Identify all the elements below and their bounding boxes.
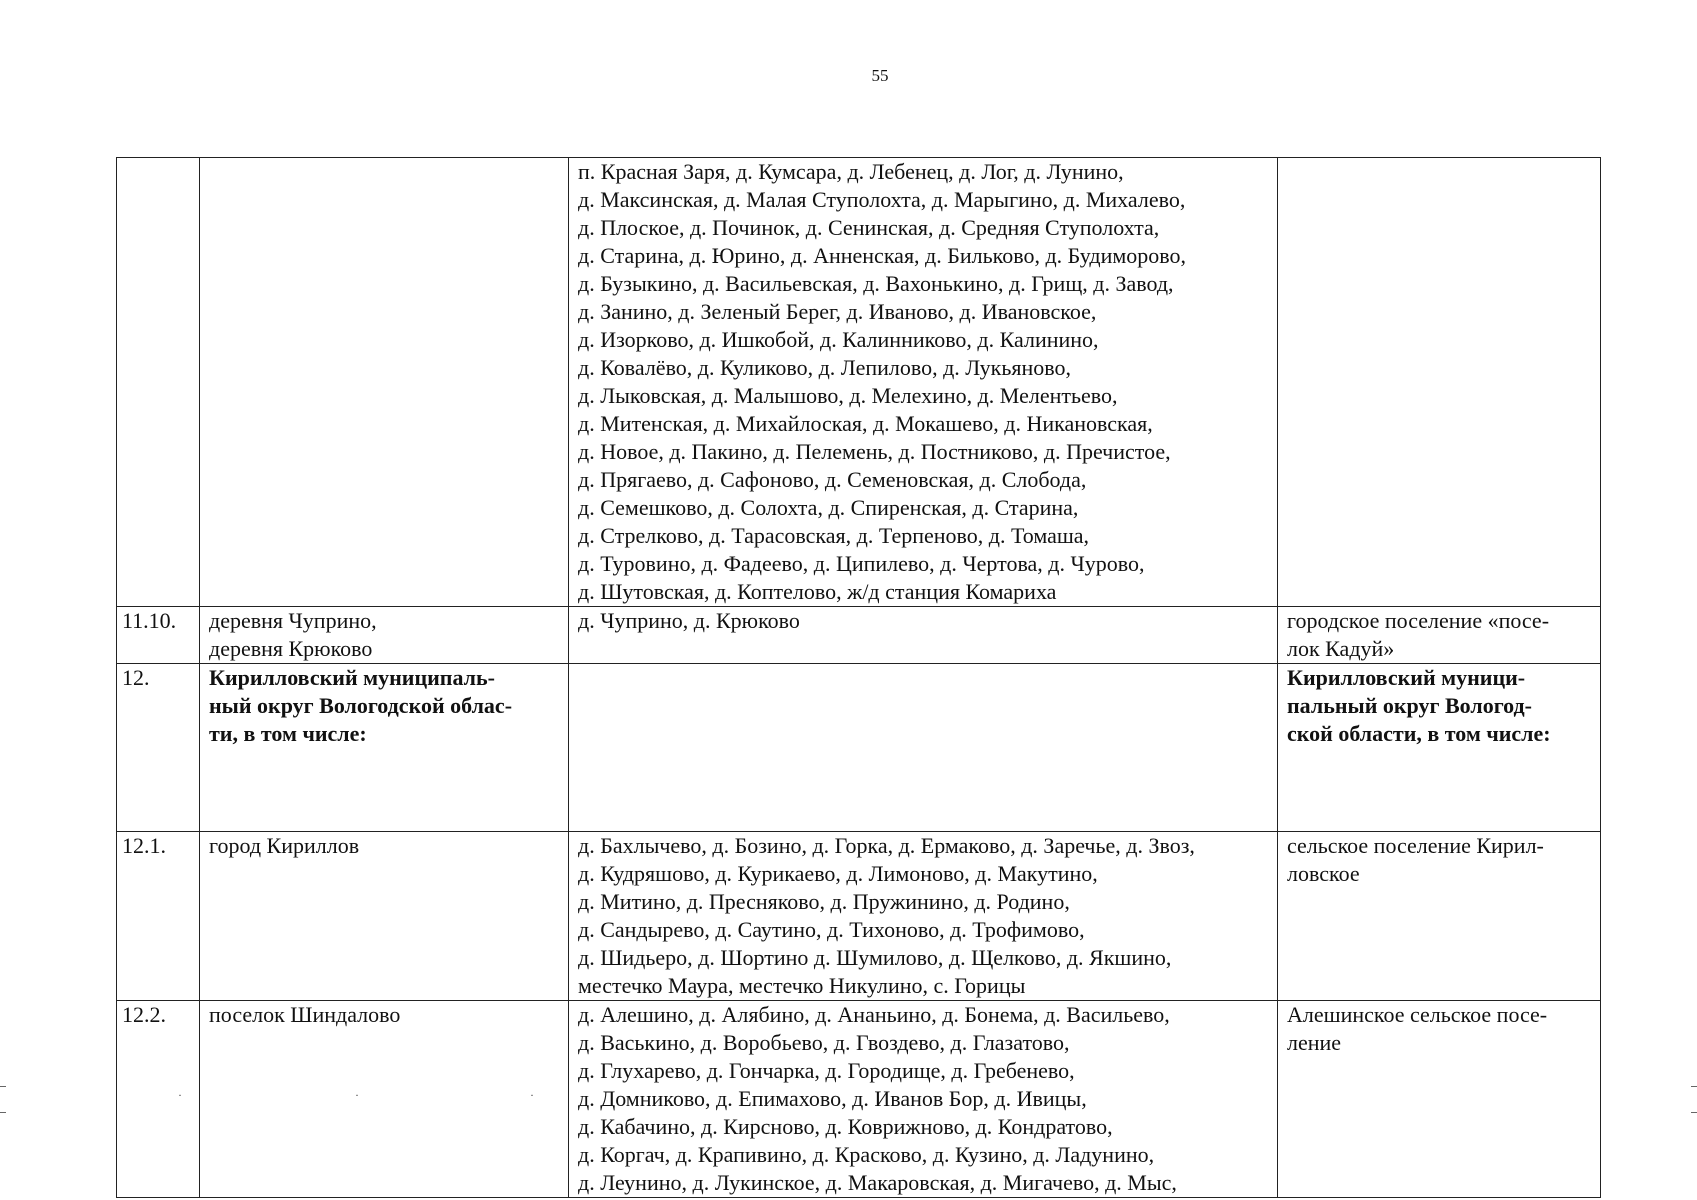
cell-text-line: д. Изорково, д. Ишкобой, д. Калинниково, д. Калинино, (578, 327, 1099, 352)
cell-text-line: деревня Крюково (209, 636, 373, 661)
settlements-list-cell (569, 832, 1278, 1001)
cell-text-line: д. Домниково, д. Епимахово, д. Иванов Бор, д. Ивицы, (578, 1086, 1087, 1111)
cell-text-line: местечко Маура, местечко Никулино, с. Горицы (578, 973, 1026, 998)
cell-text-line: ской области, в том числе: (1287, 721, 1551, 746)
cell-text-line: ный округ Вологодской облас- (209, 693, 513, 718)
locality-name-cell (200, 832, 569, 1001)
settlements-table (116, 157, 1601, 1198)
municipality-cell (1278, 664, 1601, 832)
scan-mark (0, 1112, 6, 1113)
cell-text-line: Кирилловский муници- (1287, 665, 1526, 690)
cell-text-line: поселок Шиндалово (209, 1002, 401, 1027)
locality-name-cell (200, 158, 569, 607)
cell-text-line: город Кириллов (209, 833, 360, 858)
cell-text-line: д. Занино, д. Зеленый Берег, д. Иваново, д. Ивановское, (578, 299, 1097, 324)
cell-text-line: п. Красная Заря, д. Кумсара, д. Лебенец, д. Лог, д. Лунино, (578, 159, 1124, 184)
locality-name-cell (200, 607, 569, 664)
cell-text-line: сельское поселение Кирил- (1287, 833, 1544, 858)
cell-text-line: д. Сандырево, д. Саутино, д. Тихоново, д. Трофимово, (578, 917, 1085, 942)
scan-dot: · (530, 1088, 534, 1102)
cell-text-line: д. Старина, д. Юрино, д. Анненская, д. Бильково, д. Будиморово, (578, 243, 1186, 268)
table-row (117, 1001, 1601, 1198)
cell-text-line: д. Ковалёво, д. Куликово, д. Лепилово, д. Лукьяново, (578, 355, 1072, 380)
cell-text-line: д. Семешково, д. Солохта, д. Спиренская, д. Старина, (578, 495, 1079, 520)
row-number-cell (117, 158, 200, 607)
page-number: 55 (871, 66, 889, 85)
cell-text-line: д. Алешино, д. Алябино, д. Ананьино, д. Бонема, д. Васильево, (578, 1002, 1170, 1027)
cell-text-line: д. Максинская, д. Малая Ступолохта, д. Марыгино, д. Михалево, (578, 187, 1186, 212)
cell-text-line: д. Коргач, д. Крапивино, д. Красково, д. Кузино, д. Ладунино, (578, 1142, 1155, 1167)
row-number-cell: 12.2. (117, 1001, 200, 1198)
cell-text-line: д. Шидьеро, д. Шортино д. Шумилово, д. Щелково, д. Якшино, (578, 945, 1172, 970)
cell-text-line: ти, в том числе: (209, 721, 367, 746)
cell-text-line: Алешинское сельское посе- (1287, 1002, 1548, 1027)
settlements-list-cell (569, 607, 1278, 664)
cell-text-line: д. Леунино, д. Лукинское, д. Макаровская, д. Мигачево, д. Мыс, (578, 1170, 1177, 1195)
municipality-cell (1278, 1001, 1601, 1198)
cell-text-line: городское поселение «посе- (1287, 608, 1550, 633)
cell-text-line: д. Чуприно, д. Крюково (578, 608, 800, 633)
cell-text-line: д. Кабачино, д. Кирсново, д. Коврижново, д. Кондратово, (578, 1114, 1113, 1139)
cell-text-line: лок Кадуй» (1287, 636, 1395, 661)
cell-text-line: д. Глухарево, д. Гончарка, д. Городище, д. Гребенево, (578, 1058, 1075, 1083)
table-row (117, 832, 1601, 1001)
cell-text-line: д. Прягаево, д. Сафоново, д. Семеновская, д. Слобода, (578, 467, 1087, 492)
cell-text-line: д. Васькино, д. Воробьево, д. Гвоздево, д. Глазатово, (578, 1030, 1070, 1055)
cell-text-line: д. Туровино, д. Фадеево, д. Ципилево, д. Чертова, д. Чурово, (578, 551, 1145, 576)
cell-text-line: Кирилловский муниципаль- (209, 665, 495, 690)
cell-text-line: д. Бузыкино, д. Васильевская, д. Вахонькино, д. Грищ, д. Завод, (578, 271, 1174, 296)
cell-text-line: д. Лыковская, д. Малышово, д. Мелехино, д. Мелентьево, (578, 383, 1118, 408)
cell-text-line: д. Бахлычево, д. Бозино, д. Горка, д. Ермаково, д. Заречье, д. Звоз, (578, 833, 1195, 858)
locality-name-cell (200, 1001, 569, 1198)
cell-text-line: ление (1287, 1030, 1342, 1055)
municipality-cell (1278, 607, 1601, 664)
locality-name-cell (200, 664, 569, 832)
municipality-cell (1278, 832, 1601, 1001)
cell-text-line: д. Шутовская, д. Коптелово, ж/д станция Комариха (578, 579, 1057, 604)
scan-dot: · (178, 1088, 182, 1102)
settlements-list-cell (569, 1001, 1278, 1198)
row-number-cell: 12.1. (117, 832, 200, 1001)
cell-text-line: д. Стрелково, д. Тарасовская, д. Терпеново, д. Томаша, (578, 523, 1090, 548)
row-number-cell: 12. (117, 664, 200, 832)
table-row (117, 158, 1601, 607)
cell-text-line: ловское (1287, 861, 1360, 886)
table-row (117, 607, 1601, 664)
table-row (117, 664, 1601, 832)
row-number-cell: 11.10. (117, 607, 200, 664)
scan-mark (0, 1086, 6, 1087)
cell-text-line: д. Плоское, д. Починок, д. Сенинская, д. Средняя Ступолохта, (578, 215, 1160, 240)
cell-text-line: д. Митенская, д. Михайлоская, д. Мокашево, д. Никановская, (578, 411, 1153, 436)
cell-text-line: д. Кудряшово, д. Курикаево, д. Лимоново, д. Макутино, (578, 861, 1098, 886)
scan-dot: · (355, 1088, 359, 1102)
settlements-list-cell (569, 664, 1278, 832)
cell-text-line: деревня Чуприно, (209, 608, 377, 633)
settlements-list-cell (569, 158, 1278, 607)
municipality-cell (1278, 158, 1601, 607)
cell-text-line: д. Митино, д. Пресняково, д. Пружинино, д. Родино, (578, 889, 1070, 914)
scan-mark (1691, 1086, 1697, 1087)
scan-mark (1691, 1112, 1697, 1113)
cell-text-line: д. Новое, д. Пакино, д. Пелемень, д. Постниково, д. Пречистое, (578, 439, 1171, 464)
cell-text-line: пальный округ Вологод- (1287, 693, 1532, 718)
